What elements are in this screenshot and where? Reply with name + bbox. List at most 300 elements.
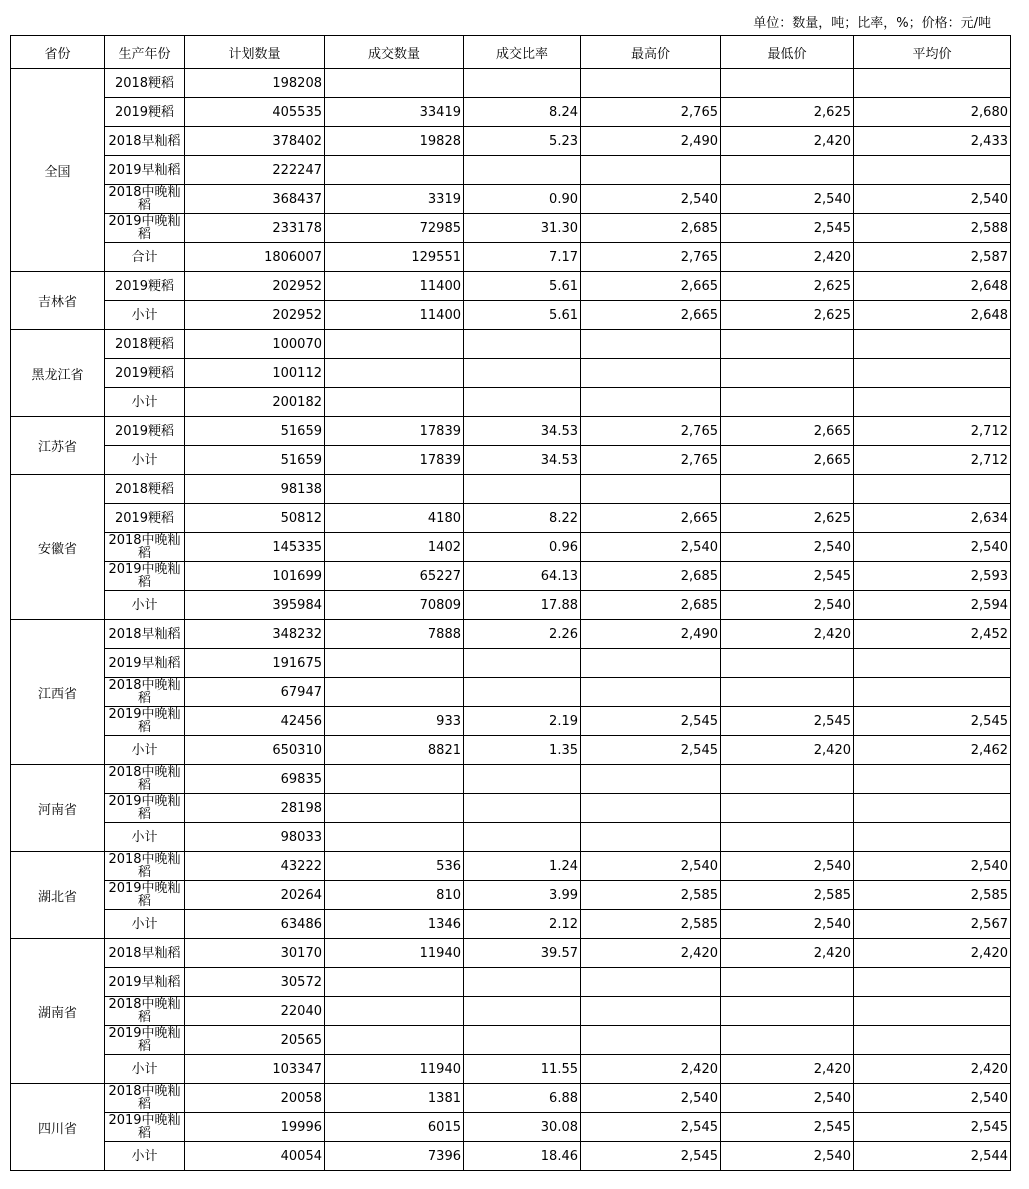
planned-qty-cell: 191675 bbox=[185, 649, 325, 678]
province-cell: 河南省 bbox=[11, 765, 105, 852]
min-price-cell: 2,540 bbox=[721, 852, 854, 881]
planned-qty-cell: 348232 bbox=[185, 620, 325, 649]
planned-qty-cell: 28198 bbox=[185, 794, 325, 823]
min-price-cell bbox=[721, 678, 854, 707]
min-price-cell: 2,625 bbox=[721, 98, 854, 127]
year-type-cell: 2019中晚籼稻 bbox=[105, 562, 185, 591]
table-row bbox=[11, 359, 1011, 388]
deal-ratio-cell bbox=[464, 823, 581, 852]
avg-price-cell bbox=[854, 330, 1011, 359]
min-price-cell bbox=[721, 794, 854, 823]
max-price-cell: 2,665 bbox=[581, 272, 721, 301]
deal-ratio-cell bbox=[464, 388, 581, 417]
deal-qty-cell bbox=[325, 823, 464, 852]
planned-qty-cell: 98138 bbox=[185, 475, 325, 504]
table-row bbox=[11, 562, 1011, 591]
table-row bbox=[11, 678, 1011, 707]
table-row bbox=[11, 736, 1011, 765]
max-price-cell: 2,490 bbox=[581, 620, 721, 649]
deal-qty-cell: 11400 bbox=[325, 301, 464, 330]
min-price-cell: 2,540 bbox=[721, 185, 854, 214]
deal-ratio-cell: 30.08 bbox=[464, 1113, 581, 1142]
year-type-cell: 2019中晚籼稻 bbox=[105, 1026, 185, 1055]
planned-qty-cell: 20058 bbox=[185, 1084, 325, 1113]
year-type-cell: 2019粳稻 bbox=[105, 359, 185, 388]
deal-ratio-cell bbox=[464, 678, 581, 707]
province-cell: 安徽省 bbox=[11, 475, 105, 620]
min-price-cell: 2,420 bbox=[721, 127, 854, 156]
table-row bbox=[11, 707, 1011, 736]
deal-qty-cell: 11400 bbox=[325, 272, 464, 301]
planned-qty-cell: 103347 bbox=[185, 1055, 325, 1084]
avg-price-cell: 2,588 bbox=[854, 214, 1011, 243]
year-type-cell: 小计 bbox=[105, 1142, 185, 1171]
deal-ratio-cell: 1.35 bbox=[464, 736, 581, 765]
deal-qty-cell: 11940 bbox=[325, 1055, 464, 1084]
max-price-cell bbox=[581, 649, 721, 678]
rice-auction-table bbox=[10, 35, 1011, 1171]
deal-ratio-cell: 8.22 bbox=[464, 504, 581, 533]
deal-qty-cell bbox=[325, 330, 464, 359]
avg-price-cell bbox=[854, 649, 1011, 678]
deal-ratio-cell: 0.90 bbox=[464, 185, 581, 214]
province-cell: 全国 bbox=[11, 69, 105, 272]
year-type-cell: 2019早籼稻 bbox=[105, 968, 185, 997]
planned-qty-cell: 200182 bbox=[185, 388, 325, 417]
year-type-cell: 2018中晚籼稻 bbox=[105, 997, 185, 1026]
table-row bbox=[11, 301, 1011, 330]
avg-price-cell: 2,567 bbox=[854, 910, 1011, 939]
year-type-cell: 2019中晚籼稻 bbox=[105, 1113, 185, 1142]
year-type-cell: 2019中晚籼稻 bbox=[105, 707, 185, 736]
deal-qty-cell: 19828 bbox=[325, 127, 464, 156]
year-type-cell: 2019中晚籼稻 bbox=[105, 881, 185, 910]
deal-ratio-cell: 3.99 bbox=[464, 881, 581, 910]
table-row bbox=[11, 997, 1011, 1026]
deal-qty-cell bbox=[325, 1026, 464, 1055]
deal-qty-cell: 1346 bbox=[325, 910, 464, 939]
deal-qty-cell: 1381 bbox=[325, 1084, 464, 1113]
year-type-cell: 2019中晚籼稻 bbox=[105, 794, 185, 823]
max-price-cell: 2,540 bbox=[581, 185, 721, 214]
min-price-cell bbox=[721, 475, 854, 504]
planned-qty-cell: 19996 bbox=[185, 1113, 325, 1142]
planned-qty-cell: 43222 bbox=[185, 852, 325, 881]
deal-ratio-cell bbox=[464, 1026, 581, 1055]
deal-qty-cell bbox=[325, 388, 464, 417]
min-price-cell: 2,420 bbox=[721, 243, 854, 272]
deal-qty-cell bbox=[325, 678, 464, 707]
planned-qty-cell: 22040 bbox=[185, 997, 325, 1026]
min-price-cell: 2,545 bbox=[721, 214, 854, 243]
min-price-cell bbox=[721, 765, 854, 794]
table-row bbox=[11, 968, 1011, 997]
deal-qty-cell: 8821 bbox=[325, 736, 464, 765]
year-type-cell: 2018中晚籼稻 bbox=[105, 678, 185, 707]
year-type-cell: 小计 bbox=[105, 388, 185, 417]
avg-price-cell: 2,634 bbox=[854, 504, 1011, 533]
avg-price-cell bbox=[854, 678, 1011, 707]
planned-qty-cell: 378402 bbox=[185, 127, 325, 156]
deal-ratio-cell bbox=[464, 156, 581, 185]
min-price-cell: 2,540 bbox=[721, 533, 854, 562]
planned-qty-cell: 405535 bbox=[185, 98, 325, 127]
avg-price-cell: 2,545 bbox=[854, 1113, 1011, 1142]
deal-qty-cell: 17839 bbox=[325, 446, 464, 475]
year-type-cell: 小计 bbox=[105, 823, 185, 852]
min-price-cell bbox=[721, 388, 854, 417]
deal-ratio-cell bbox=[464, 765, 581, 794]
avg-price-cell bbox=[854, 765, 1011, 794]
deal-ratio-cell: 34.53 bbox=[464, 446, 581, 475]
table-row bbox=[11, 69, 1011, 98]
max-price-cell: 2,545 bbox=[581, 736, 721, 765]
deal-ratio-cell bbox=[464, 69, 581, 98]
planned-qty-cell: 101699 bbox=[185, 562, 325, 591]
max-price-cell bbox=[581, 997, 721, 1026]
table-row bbox=[11, 417, 1011, 446]
header-deal-qty: 成交数量 bbox=[325, 36, 464, 69]
table-row bbox=[11, 533, 1011, 562]
deal-ratio-cell: 2.26 bbox=[464, 620, 581, 649]
planned-qty-cell: 50812 bbox=[185, 504, 325, 533]
deal-ratio-cell: 17.88 bbox=[464, 591, 581, 620]
max-price-cell: 2,665 bbox=[581, 504, 721, 533]
deal-qty-cell bbox=[325, 968, 464, 997]
planned-qty-cell: 1806007 bbox=[185, 243, 325, 272]
min-price-cell bbox=[721, 997, 854, 1026]
year-type-cell: 2019粳稻 bbox=[105, 504, 185, 533]
year-type-cell: 2018中晚籼稻 bbox=[105, 533, 185, 562]
planned-qty-cell: 69835 bbox=[185, 765, 325, 794]
year-type-cell: 合计 bbox=[105, 243, 185, 272]
year-type-cell: 2018中晚籼稻 bbox=[105, 185, 185, 214]
deal-qty-cell: 933 bbox=[325, 707, 464, 736]
min-price-cell: 2,540 bbox=[721, 591, 854, 620]
deal-ratio-cell: 2.12 bbox=[464, 910, 581, 939]
table-row bbox=[11, 1055, 1011, 1084]
avg-price-cell bbox=[854, 997, 1011, 1026]
min-price-cell: 2,625 bbox=[721, 504, 854, 533]
header-avg-price: 平均价 bbox=[854, 36, 1011, 69]
avg-price-cell: 2,433 bbox=[854, 127, 1011, 156]
planned-qty-cell: 100112 bbox=[185, 359, 325, 388]
deal-ratio-cell bbox=[464, 997, 581, 1026]
year-type-cell: 小计 bbox=[105, 591, 185, 620]
year-type-cell: 2018粳稻 bbox=[105, 475, 185, 504]
min-price-cell: 2,420 bbox=[721, 939, 854, 968]
min-price-cell bbox=[721, 968, 854, 997]
deal-qty-cell: 70809 bbox=[325, 591, 464, 620]
max-price-cell: 2,585 bbox=[581, 910, 721, 939]
table-row bbox=[11, 823, 1011, 852]
min-price-cell bbox=[721, 156, 854, 185]
deal-ratio-cell: 5.23 bbox=[464, 127, 581, 156]
deal-qty-cell bbox=[325, 475, 464, 504]
max-price-cell bbox=[581, 475, 721, 504]
deal-qty-cell: 11940 bbox=[325, 939, 464, 968]
deal-ratio-cell: 5.61 bbox=[464, 301, 581, 330]
avg-price-cell: 2,712 bbox=[854, 446, 1011, 475]
max-price-cell: 2,685 bbox=[581, 214, 721, 243]
planned-qty-cell: 63486 bbox=[185, 910, 325, 939]
avg-price-cell: 2,680 bbox=[854, 98, 1011, 127]
deal-qty-cell bbox=[325, 765, 464, 794]
year-type-cell: 2018中晚籼稻 bbox=[105, 1084, 185, 1113]
deal-qty-cell bbox=[325, 156, 464, 185]
max-price-cell: 2,685 bbox=[581, 562, 721, 591]
table-row bbox=[11, 475, 1011, 504]
deal-qty-cell: 4180 bbox=[325, 504, 464, 533]
year-type-cell: 2018早籼稻 bbox=[105, 127, 185, 156]
avg-price-cell: 2,452 bbox=[854, 620, 1011, 649]
deal-ratio-cell: 7.17 bbox=[464, 243, 581, 272]
year-type-cell: 小计 bbox=[105, 736, 185, 765]
max-price-cell bbox=[581, 1026, 721, 1055]
avg-price-cell bbox=[854, 359, 1011, 388]
deal-qty-cell: 129551 bbox=[325, 243, 464, 272]
deal-qty-cell bbox=[325, 794, 464, 823]
min-price-cell: 2,540 bbox=[721, 1084, 854, 1113]
planned-qty-cell: 51659 bbox=[185, 417, 325, 446]
avg-price-cell: 2,540 bbox=[854, 185, 1011, 214]
avg-price-cell bbox=[854, 1026, 1011, 1055]
header-row bbox=[11, 36, 1011, 69]
deal-ratio-cell: 11.55 bbox=[464, 1055, 581, 1084]
min-price-cell bbox=[721, 823, 854, 852]
min-price-cell: 2,625 bbox=[721, 301, 854, 330]
table-row bbox=[11, 272, 1011, 301]
deal-ratio-cell: 6.88 bbox=[464, 1084, 581, 1113]
deal-qty-cell: 17839 bbox=[325, 417, 464, 446]
province-cell: 吉林省 bbox=[11, 272, 105, 330]
max-price-cell: 2,420 bbox=[581, 939, 721, 968]
avg-price-cell bbox=[854, 69, 1011, 98]
header-year-type: 生产年份 bbox=[105, 36, 185, 69]
table-row bbox=[11, 504, 1011, 533]
avg-price-cell: 2,712 bbox=[854, 417, 1011, 446]
header-planned-qty: 计划数量 bbox=[185, 36, 325, 69]
deal-ratio-cell: 18.46 bbox=[464, 1142, 581, 1171]
min-price-cell: 2,625 bbox=[721, 272, 854, 301]
table-row bbox=[11, 330, 1011, 359]
year-type-cell: 2018粳稻 bbox=[105, 330, 185, 359]
min-price-cell bbox=[721, 1026, 854, 1055]
planned-qty-cell: 233178 bbox=[185, 214, 325, 243]
deal-ratio-cell bbox=[464, 475, 581, 504]
province-cell: 四川省 bbox=[11, 1084, 105, 1171]
max-price-cell: 2,540 bbox=[581, 852, 721, 881]
max-price-cell bbox=[581, 388, 721, 417]
avg-price-cell: 2,462 bbox=[854, 736, 1011, 765]
header-deal-ratio: 成交比率 bbox=[464, 36, 581, 69]
table-row bbox=[11, 185, 1011, 214]
max-price-cell bbox=[581, 69, 721, 98]
table-row bbox=[11, 1142, 1011, 1171]
avg-price-cell: 2,540 bbox=[854, 1084, 1011, 1113]
max-price-cell: 2,665 bbox=[581, 301, 721, 330]
avg-price-cell: 2,593 bbox=[854, 562, 1011, 591]
planned-qty-cell: 395984 bbox=[185, 591, 325, 620]
province-cell: 湖南省 bbox=[11, 939, 105, 1084]
deal-qty-cell: 810 bbox=[325, 881, 464, 910]
deal-ratio-cell: 39.57 bbox=[464, 939, 581, 968]
deal-qty-cell bbox=[325, 69, 464, 98]
deal-qty-cell bbox=[325, 649, 464, 678]
min-price-cell: 2,540 bbox=[721, 1142, 854, 1171]
max-price-cell bbox=[581, 330, 721, 359]
year-type-cell: 2018粳稻 bbox=[105, 69, 185, 98]
deal-ratio-cell: 8.24 bbox=[464, 98, 581, 127]
table-row bbox=[11, 1113, 1011, 1142]
max-price-cell: 2,585 bbox=[581, 881, 721, 910]
min-price-cell bbox=[721, 649, 854, 678]
max-price-cell: 2,765 bbox=[581, 417, 721, 446]
table-row bbox=[11, 1084, 1011, 1113]
max-price-cell bbox=[581, 823, 721, 852]
min-price-cell: 2,585 bbox=[721, 881, 854, 910]
deal-ratio-cell bbox=[464, 649, 581, 678]
table-row bbox=[11, 214, 1011, 243]
table-row bbox=[11, 446, 1011, 475]
max-price-cell: 2,545 bbox=[581, 1113, 721, 1142]
avg-price-cell: 2,587 bbox=[854, 243, 1011, 272]
planned-qty-cell: 20264 bbox=[185, 881, 325, 910]
min-price-cell: 2,545 bbox=[721, 1113, 854, 1142]
deal-qty-cell bbox=[325, 359, 464, 388]
planned-qty-cell: 650310 bbox=[185, 736, 325, 765]
planned-qty-cell: 40054 bbox=[185, 1142, 325, 1171]
max-price-cell: 2,765 bbox=[581, 446, 721, 475]
deal-ratio-cell bbox=[464, 794, 581, 823]
unit-note: 单位：数量，吨；比率，%；价格：元/吨 bbox=[753, 16, 991, 31]
max-price-cell bbox=[581, 359, 721, 388]
table-row bbox=[11, 910, 1011, 939]
year-type-cell: 2019早籼稻 bbox=[105, 156, 185, 185]
province-cell: 江苏省 bbox=[11, 417, 105, 475]
year-type-cell: 2018中晚籼稻 bbox=[105, 852, 185, 881]
min-price-cell: 2,420 bbox=[721, 620, 854, 649]
table-row bbox=[11, 852, 1011, 881]
year-type-cell: 2018早籼稻 bbox=[105, 939, 185, 968]
header-province: 省份 bbox=[11, 36, 105, 69]
min-price-cell: 2,420 bbox=[721, 736, 854, 765]
table-row bbox=[11, 127, 1011, 156]
deal-qty-cell: 536 bbox=[325, 852, 464, 881]
max-price-cell bbox=[581, 678, 721, 707]
max-price-cell: 2,540 bbox=[581, 1084, 721, 1113]
min-price-cell bbox=[721, 359, 854, 388]
max-price-cell: 2,420 bbox=[581, 1055, 721, 1084]
avg-price-cell: 2,420 bbox=[854, 1055, 1011, 1084]
deal-ratio-cell: 1.24 bbox=[464, 852, 581, 881]
max-price-cell: 2,765 bbox=[581, 243, 721, 272]
min-price-cell bbox=[721, 69, 854, 98]
year-type-cell: 2018早籼稻 bbox=[105, 620, 185, 649]
max-price-cell bbox=[581, 794, 721, 823]
deal-qty-cell: 72985 bbox=[325, 214, 464, 243]
avg-price-cell: 2,420 bbox=[854, 939, 1011, 968]
year-type-cell: 2019粳稻 bbox=[105, 98, 185, 127]
table-row bbox=[11, 939, 1011, 968]
max-price-cell: 2,490 bbox=[581, 127, 721, 156]
table-row bbox=[11, 765, 1011, 794]
planned-qty-cell: 202952 bbox=[185, 301, 325, 330]
deal-ratio-cell bbox=[464, 330, 581, 359]
deal-ratio-cell bbox=[464, 359, 581, 388]
table-row bbox=[11, 794, 1011, 823]
avg-price-cell: 2,585 bbox=[854, 881, 1011, 910]
planned-qty-cell: 368437 bbox=[185, 185, 325, 214]
planned-qty-cell: 145335 bbox=[185, 533, 325, 562]
avg-price-cell bbox=[854, 794, 1011, 823]
planned-qty-cell: 98033 bbox=[185, 823, 325, 852]
deal-qty-cell: 65227 bbox=[325, 562, 464, 591]
year-type-cell: 2019早籼稻 bbox=[105, 649, 185, 678]
planned-qty-cell: 67947 bbox=[185, 678, 325, 707]
year-type-cell: 2018中晚籼稻 bbox=[105, 765, 185, 794]
year-type-cell: 小计 bbox=[105, 910, 185, 939]
deal-qty-cell: 1402 bbox=[325, 533, 464, 562]
province-cell: 黑龙江省 bbox=[11, 330, 105, 417]
province-cell: 湖北省 bbox=[11, 852, 105, 939]
deal-ratio-cell: 2.19 bbox=[464, 707, 581, 736]
province-cell: 江西省 bbox=[11, 620, 105, 765]
max-price-cell bbox=[581, 968, 721, 997]
table-row bbox=[11, 620, 1011, 649]
deal-qty-cell: 3319 bbox=[325, 185, 464, 214]
table-row bbox=[11, 881, 1011, 910]
deal-qty-cell bbox=[325, 997, 464, 1026]
max-price-cell: 2,545 bbox=[581, 707, 721, 736]
year-type-cell: 小计 bbox=[105, 301, 185, 330]
min-price-cell: 2,540 bbox=[721, 910, 854, 939]
planned-qty-cell: 30170 bbox=[185, 939, 325, 968]
deal-ratio-cell: 34.53 bbox=[464, 417, 581, 446]
avg-price-cell: 2,540 bbox=[854, 852, 1011, 881]
deal-ratio-cell: 0.96 bbox=[464, 533, 581, 562]
avg-price-cell: 2,648 bbox=[854, 272, 1011, 301]
avg-price-cell bbox=[854, 388, 1011, 417]
table-row bbox=[11, 388, 1011, 417]
deal-qty-cell: 6015 bbox=[325, 1113, 464, 1142]
avg-price-cell bbox=[854, 475, 1011, 504]
avg-price-cell bbox=[854, 823, 1011, 852]
avg-price-cell bbox=[854, 156, 1011, 185]
max-price-cell: 2,765 bbox=[581, 98, 721, 127]
year-type-cell: 小计 bbox=[105, 1055, 185, 1084]
deal-ratio-cell bbox=[464, 968, 581, 997]
year-type-cell: 2019粳稻 bbox=[105, 417, 185, 446]
year-type-cell: 小计 bbox=[105, 446, 185, 475]
min-price-cell: 2,545 bbox=[721, 707, 854, 736]
planned-qty-cell: 100070 bbox=[185, 330, 325, 359]
min-price-cell bbox=[721, 330, 854, 359]
planned-qty-cell: 20565 bbox=[185, 1026, 325, 1055]
table-row bbox=[11, 1026, 1011, 1055]
table-row bbox=[11, 156, 1011, 185]
table-row bbox=[11, 649, 1011, 678]
year-type-cell: 2019粳稻 bbox=[105, 272, 185, 301]
deal-ratio-cell: 64.13 bbox=[464, 562, 581, 591]
header-max-price: 最高价 bbox=[581, 36, 721, 69]
planned-qty-cell: 30572 bbox=[185, 968, 325, 997]
max-price-cell: 2,545 bbox=[581, 1142, 721, 1171]
deal-qty-cell: 7888 bbox=[325, 620, 464, 649]
avg-price-cell bbox=[854, 968, 1011, 997]
deal-qty-cell: 33419 bbox=[325, 98, 464, 127]
planned-qty-cell: 222247 bbox=[185, 156, 325, 185]
